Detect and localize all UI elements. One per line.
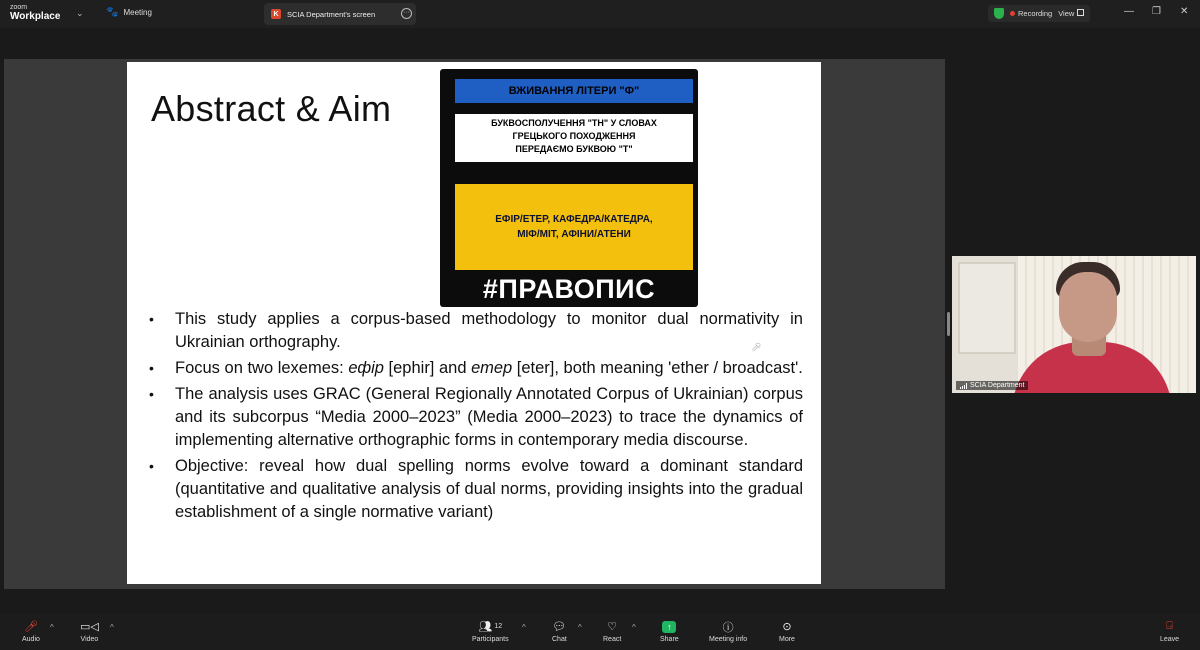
participant-video-tile[interactable] — [952, 256, 1196, 393]
participants-icon: 👥︎ 12 — [478, 621, 503, 633]
bullet-text: The analysis uses GRAC (General Regionally Annotated Corpus of Ukrainian) corpus and its subcorpus “Media 2000–2023” (Media 2000–2023) to trace the dynamics of implementing alternative orthographic forms in contemporary media discourse. — [175, 385, 803, 449]
share-button[interactable] — [660, 619, 679, 643]
bullet-item: • This study applies a corpus-based methodology to monitor dual normativity in Ukrainian orthography. — [149, 310, 803, 351]
leave-button[interactable] — [1160, 619, 1179, 643]
heart-icon: ♡ — [607, 621, 618, 633]
participant-name-label — [956, 381, 1028, 390]
participants-label: Participants — [472, 636, 509, 643]
chat-options-caret-icon[interactable]: ^ — [578, 623, 582, 632]
bullet-item: • Objective: reveal how dual spelling norms evolve toward a dominant standard (quantitative and qualitative analysis of dual norms, providing insights into the gradual establishment of a single normative variant) — [149, 457, 803, 521]
chevron-down-icon[interactable]: ⌄ — [76, 8, 84, 18]
bullet-text: [ephir] and — [383, 359, 472, 377]
poster-yellow-block — [455, 184, 693, 270]
mouse-cursor-icon: ➚ — [751, 339, 762, 354]
bullet-text: Objective: reveal how dual spelling norms evolve toward a dominant standard (quantitative and qualitative analysis of dual norms, providing insights into the gradual establishment of a single normative variant) — [175, 457, 803, 521]
react-options-caret-icon[interactable]: ^ — [632, 623, 636, 632]
tab-meeting-label: Meeting — [123, 8, 152, 17]
k-badge-icon: K — [271, 9, 281, 19]
more-button[interactable] — [779, 619, 795, 643]
participants-options-caret-icon[interactable]: ^ — [522, 623, 526, 632]
bullet-text: [eter], both meaning 'ether / broadcast'. — [512, 359, 803, 377]
participant-name: SCIA Department — [970, 382, 1025, 389]
react-button[interactable] — [603, 619, 621, 643]
presentation-slide — [127, 62, 821, 584]
status-cluster — [988, 5, 1090, 22]
lexeme-term: етер — [471, 359, 513, 377]
microphone-muted-icon: 🎤︎ — [23, 621, 38, 633]
share-screen-icon: ↑ — [662, 621, 676, 633]
record-dot-icon — [1010, 11, 1015, 16]
bullet-text: This study applies a corpus-based methodology to monitor dual normativity in Ukrainian orthography. — [175, 310, 803, 351]
more-label: More — [779, 636, 795, 643]
lexeme-term: ефір — [348, 359, 384, 377]
meeting-info-label: Meeting info — [709, 636, 748, 643]
audio-options-caret-icon[interactable]: ^ — [50, 623, 54, 632]
poster-white-block — [455, 114, 693, 162]
leave-icon: ⍈ — [1166, 620, 1173, 632]
poster-header: ВЖИВАННЯ ЛІТЕРИ "Ф" — [455, 79, 693, 103]
participant-face — [1059, 272, 1117, 342]
audio-label: Audio — [22, 636, 40, 643]
video-camera-icon: ▭◁ — [80, 621, 99, 633]
brand-small: zoom — [10, 4, 28, 11]
chat-label: Chat — [552, 636, 567, 643]
split-resize-handle[interactable] — [947, 312, 950, 336]
video-door — [958, 262, 1016, 354]
title-bar — [0, 0, 1200, 28]
video-options-caret-icon[interactable]: ^ — [110, 623, 114, 632]
chat-button[interactable] — [552, 619, 567, 643]
poster-white-line: БУКВОСПОЛУЧЕННЯ "TH" У СЛОВАХ — [491, 118, 657, 128]
info-icon: ⓘ — [722, 621, 734, 634]
poster-yellow-line: ЕФІР/ЕТЕР, КАФЕДРА/КАТЕДРА, — [495, 214, 653, 225]
leave-label: Leave — [1160, 636, 1180, 643]
bullet-list — [147, 308, 803, 527]
paw-icon: 🐾 — [106, 7, 119, 18]
recording-label: Recording — [1018, 9, 1053, 18]
video-button[interactable] — [80, 619, 99, 643]
more-dots-icon: ⊙ — [782, 621, 792, 633]
view-grid-icon — [1077, 9, 1084, 16]
share-label: Share — [660, 636, 679, 643]
minimize-icon[interactable]: — — [1124, 6, 1134, 17]
react-label: React — [603, 636, 622, 643]
poster-hashtag: #ПРАВОПИС — [482, 274, 656, 304]
close-icon[interactable]: ✕ — [1180, 6, 1189, 17]
bullet-item: • Focus on two lexemes: ефір [ephir] and етер [eter], both meaning 'ether / broadcast'. — [149, 359, 803, 377]
brand-large: Workplace — [10, 11, 61, 22]
more-options-icon[interactable]: ··· — [401, 8, 412, 19]
signal-bars-icon — [960, 383, 967, 389]
view-label: View — [1058, 9, 1075, 18]
tab-meeting[interactable] — [106, 7, 152, 18]
zoom-workplace-logo[interactable] — [10, 4, 60, 22]
chat-bubble-icon: 💬︎ — [552, 621, 567, 633]
poster-yellow-line: МІФ/МІТ, АФІНИ/АТЕНИ — [517, 229, 631, 240]
recording-indicator[interactable] — [1010, 9, 1052, 18]
video-label: Video — [80, 636, 99, 643]
share-icon-wrap — [662, 619, 676, 634]
bullet-text: Focus on two lexemes: — [175, 359, 349, 377]
poster-white-line: ПЕРЕДАЄМО БУКВОЮ "Т" — [515, 144, 633, 154]
poster-white-line: ГРЕЦЬКОГО ПОХОДЖЕННЯ — [512, 131, 636, 141]
shield-icon[interactable] — [994, 8, 1004, 19]
tab-shared-screen-label: SCIA Department's screen — [287, 9, 376, 19]
view-button[interactable] — [1058, 9, 1084, 18]
audio-button[interactable] — [22, 619, 40, 643]
participants-button[interactable] — [472, 619, 509, 643]
meeting-toolbar — [0, 614, 1200, 650]
bullet-item: • The analysis uses GRAC (General Regionally Annotated Corpus of Ukrainian) corpus and its subcorpus “Media 2000–2023” (Media 2000–2023) to trace the dynamics of implementing alternative orthographic forms in contemporary media discourse. — [149, 385, 803, 449]
restore-icon[interactable]: ❐ — [1152, 6, 1161, 17]
slide-title: Abstract & Aim — [151, 88, 392, 129]
meeting-info-button[interactable] — [709, 619, 747, 643]
tab-shared-screen[interactable] — [264, 3, 416, 25]
participants-count: 12 — [494, 623, 503, 630]
pravopys-poster-image — [440, 69, 698, 307]
